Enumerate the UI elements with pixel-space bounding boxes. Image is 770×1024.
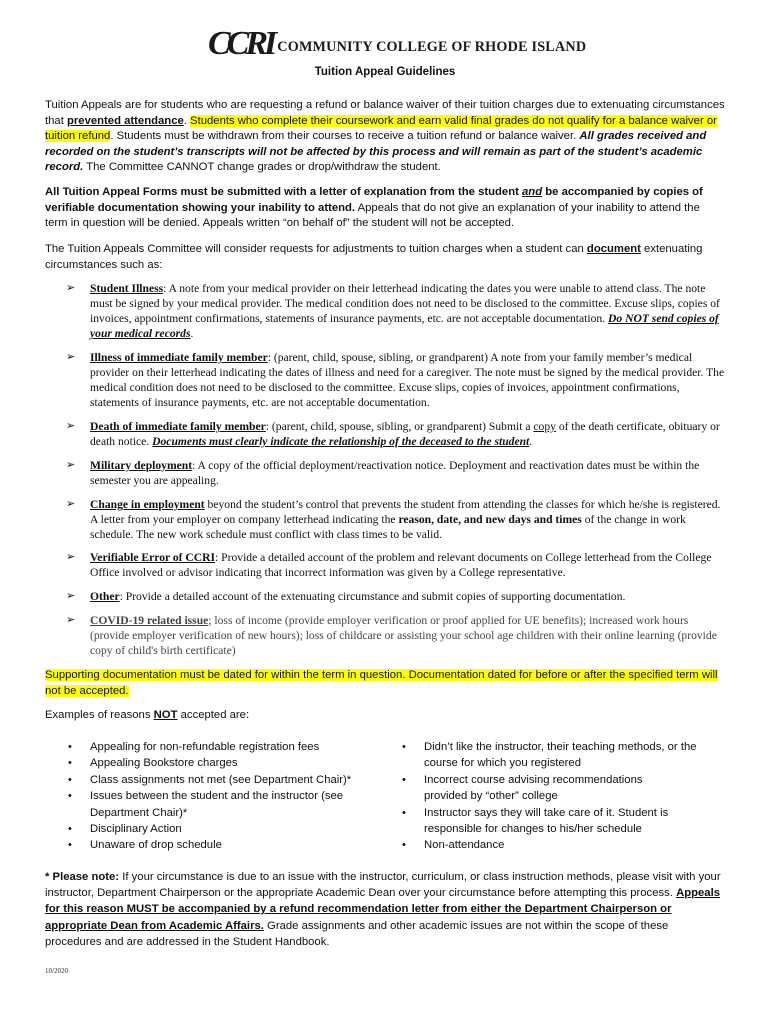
reason-text: ; loss of income (provide employer verification or proof applied for UE benefits); increased work hours (provide employer verification of new hours); loss of childcare or assisting your school age children with their online learning (provide copy of child's birth certificate) [90, 614, 717, 658]
list-item [400, 772, 684, 805]
arrow-bullet-icon: ➢ [66, 459, 76, 471]
committee-text-3: extenuating circumstances such as: [45, 243, 703, 271]
reason-covid [66, 613, 726, 658]
arrow-bullet-icon: ➢ [66, 614, 76, 626]
committee-text-1: The Tuition Appeals Committee will consider requests for adjustments to tuition charges when a student can [45, 243, 587, 255]
forms-text-3: be accompanied by copies of verifiable documentation showing your inability to attend. [45, 186, 703, 214]
arrow-bullet-icon: ➢ [66, 351, 76, 363]
list-item-text: Appealing for non-refundable registration fees [90, 741, 320, 753]
examples-heading-not: NOT [153, 709, 178, 721]
reason-end: . [529, 435, 533, 449]
reason-family-illness [66, 350, 726, 410]
reason-student-illness [66, 281, 726, 341]
please-note-text-2: Grade assignments and other academic issues are not within the scope of these procedures and are addressed in the Student Handbook. [45, 919, 669, 948]
intro-paragraph [45, 98, 725, 176]
intro-text-3: . [183, 114, 191, 127]
list-item [66, 788, 352, 821]
reason-other [66, 589, 726, 604]
intro-text-1: Tuition Appeals are for students who are requesting a refund or balance waiver of their tuition charges due to extenuating circumstances that [45, 99, 725, 127]
committee-document: document [586, 243, 641, 255]
reason-family-death [66, 419, 726, 449]
reason-text: : (parent, child, spouse, sibling, or grandparent) A note from your family member’s medical provider on their letterhead indicating the dates of illness and need for a caregiver. The note must be signed by the medical provider. The medical condition does not need to be disclosed to the committee. Excuse slips, copies of invoices, appointment confirmations, statements of insurance payments, etc. are not acceptable documentation. [90, 351, 725, 410]
intro-prevented-attendance: prevented attendance [66, 114, 184, 127]
reason-copy: copy [533, 420, 556, 433]
reason-title: Change in employment [90, 498, 205, 511]
reason-text: beyond the student’s control that prevents the student from attending the classes for which he/she is registered. A letter from your employer on company letterhead indicating the [90, 498, 721, 527]
list-item-text: Appealing Bookstore charges [90, 757, 238, 770]
bullet-icon: • [68, 790, 72, 803]
list-item-text: Didn’t like the instructor, their teaching methods, or the course for which you registered [424, 741, 697, 770]
list-item-text: Disciplinary Action [90, 823, 182, 836]
reason-title: Other [90, 590, 120, 603]
examples-right-list [400, 739, 710, 854]
reason-text: : Provide a detailed account of the extenuating circumstance and submit copies of supporting documentation. [119, 590, 626, 603]
supporting-documentation-note [45, 668, 725, 699]
reason-title: Illness of immediate family member [90, 351, 268, 364]
arrow-bullet-icon: ➢ [66, 282, 76, 294]
reason-military [66, 458, 726, 488]
forms-text-1: All Tuition Appeal Forms must be submitted with a letter of explanation from the student [45, 186, 523, 198]
forms-and: and [522, 186, 543, 198]
reason-title: Death of immediate family member [90, 420, 266, 433]
list-item [66, 837, 366, 853]
bullet-icon: • [68, 741, 72, 753]
reason-title: Student Illness [90, 282, 164, 295]
reason-ccri-error [66, 550, 726, 580]
reason-bold: reason, date, and new days and times [398, 513, 582, 527]
revision-date: 10/2020 [45, 967, 68, 975]
please-note-label: * Please note: [45, 871, 120, 883]
bullet-icon: • [68, 773, 72, 786]
bullet-icon: • [402, 773, 406, 786]
reason-text-2: of the death certificate, obituary or death notice. [90, 420, 720, 449]
list-item-text: Non-attendance [424, 839, 505, 852]
list-item-text: Instructor says they will take care of it. Student is responsible for changes to his/her schedule [424, 806, 669, 836]
reason-emphasis: Documents must clearly indicate the relationship of the deceased to the student [152, 435, 530, 449]
reason-employment [66, 497, 726, 542]
list-item [66, 755, 366, 771]
examples-heading-text-3: accepted are: [177, 709, 250, 721]
list-item [66, 772, 366, 788]
supporting-note-text: Supporting documentation must be dated for within the term in question. Documentation dated for before or after the specified term will not be accepted. [45, 669, 718, 697]
list-item-text: Unaware of drop schedule [90, 839, 222, 852]
intro-grades-note: All grades received and recorded on the student’s transcripts will not be affected by this process and will remain as part of the student’s academic record. [45, 130, 707, 174]
intro-text-5: . Students must be withdrawn from their courses to receive a tuition refund or balance waiver. [110, 130, 580, 143]
college-name: COMMUNITY COLLEGE OF RHODE ISLAND [277, 38, 587, 55]
arrow-bullet-icon: ➢ [66, 551, 76, 563]
reason-title: Verifiable Error of CCRI [90, 551, 216, 564]
examples-heading-text-1: Examples of reasons [45, 709, 154, 721]
reason-text-2: of the change in work schedule. The new work schedule must conflict with class times to be valid. [90, 513, 686, 542]
reason-text: : (parent, child, spouse, sibling, or grandparent) Submit a [265, 420, 534, 433]
forms-paragraph [45, 185, 725, 232]
reason-text: : A note from your medical provider on their letterhead indicating the dates you were unable to attend class. The note must be signed by your medical provider. The medical condition does not need to be disclosed to the committee. Excuse slips, copies of invoices, appointment confirmations, statements of insurance payments, etc. are not acceptable documentation. [90, 282, 720, 326]
list-item-text: Class assignments not met (see Department Chair)* [90, 773, 352, 786]
committee-paragraph [45, 242, 725, 273]
examples-heading [45, 708, 725, 724]
page-title: Tuition Appeal Guidelines [314, 66, 456, 78]
reason-title: Military deployment [90, 459, 193, 472]
list-item-text: Issues between the student and the instructor (see Department Chair)* [90, 790, 344, 819]
arrow-bullet-icon: ➢ [66, 590, 76, 602]
forms-text-4: Appeals that do not give an explanation of your inability to attend the term in question will be denied. Appeals written “on behalf of” the student will not be accepted. [45, 201, 700, 230]
reason-text: : Provide a detailed account of the problem and relevant documents on College letterhead from the College Office involved or advisor indicating that incorrect information was given by a College representative. [90, 551, 712, 580]
please-note-requirement: Appeals for this reason MUST be accompanied by a refund recommendation letter from either the Department Chairperson or appropriate Dean from Academic Affairs. [45, 887, 721, 932]
reason-text: : A copy of the official deployment/reactivation notice. Deployment and reactivation dates must be within the semester you are appealing. [90, 459, 700, 488]
examples-left-list [66, 739, 366, 854]
bullet-icon: • [402, 741, 406, 753]
bullet-icon: • [68, 839, 72, 852]
reason-title: COVID-19 related issue [90, 614, 209, 627]
list-item [400, 805, 694, 838]
bullet-icon: • [402, 839, 406, 852]
bullet-icon: • [68, 757, 72, 770]
bullet-icon: • [68, 823, 72, 836]
list-item [400, 739, 710, 772]
intro-text-7: The Committee CANNOT change grades or drop/withdraw the student. [83, 161, 441, 174]
arrow-bullet-icon: ➢ [66, 420, 76, 432]
list-item-text: Incorrect course advising recommendations provided by “other” college [424, 773, 643, 803]
reason-end: . [190, 327, 194, 341]
list-item [66, 821, 366, 837]
bullet-icon: • [402, 806, 406, 819]
please-note-text: If your circumstance is due to an issue with the instructor, curriculum, or class instruction methods, please visit with your instructor, Department Chairperson or the appropriate Academic Dean over your circumstance before attempting this process. [45, 871, 721, 900]
ccri-logo-mark: CCRI [208, 25, 274, 62]
college-logo [208, 25, 587, 62]
list-item [66, 739, 366, 755]
arrow-bullet-icon: ➢ [66, 498, 76, 510]
intro-highlight: Students who complete their coursework and earn valid final grades do not qualify for a balance waiver or tuition refund [45, 114, 717, 143]
list-item [400, 837, 710, 853]
please-note-paragraph [45, 869, 725, 950]
reason-emphasis: Do NOT send copies of your medical records [90, 312, 719, 341]
